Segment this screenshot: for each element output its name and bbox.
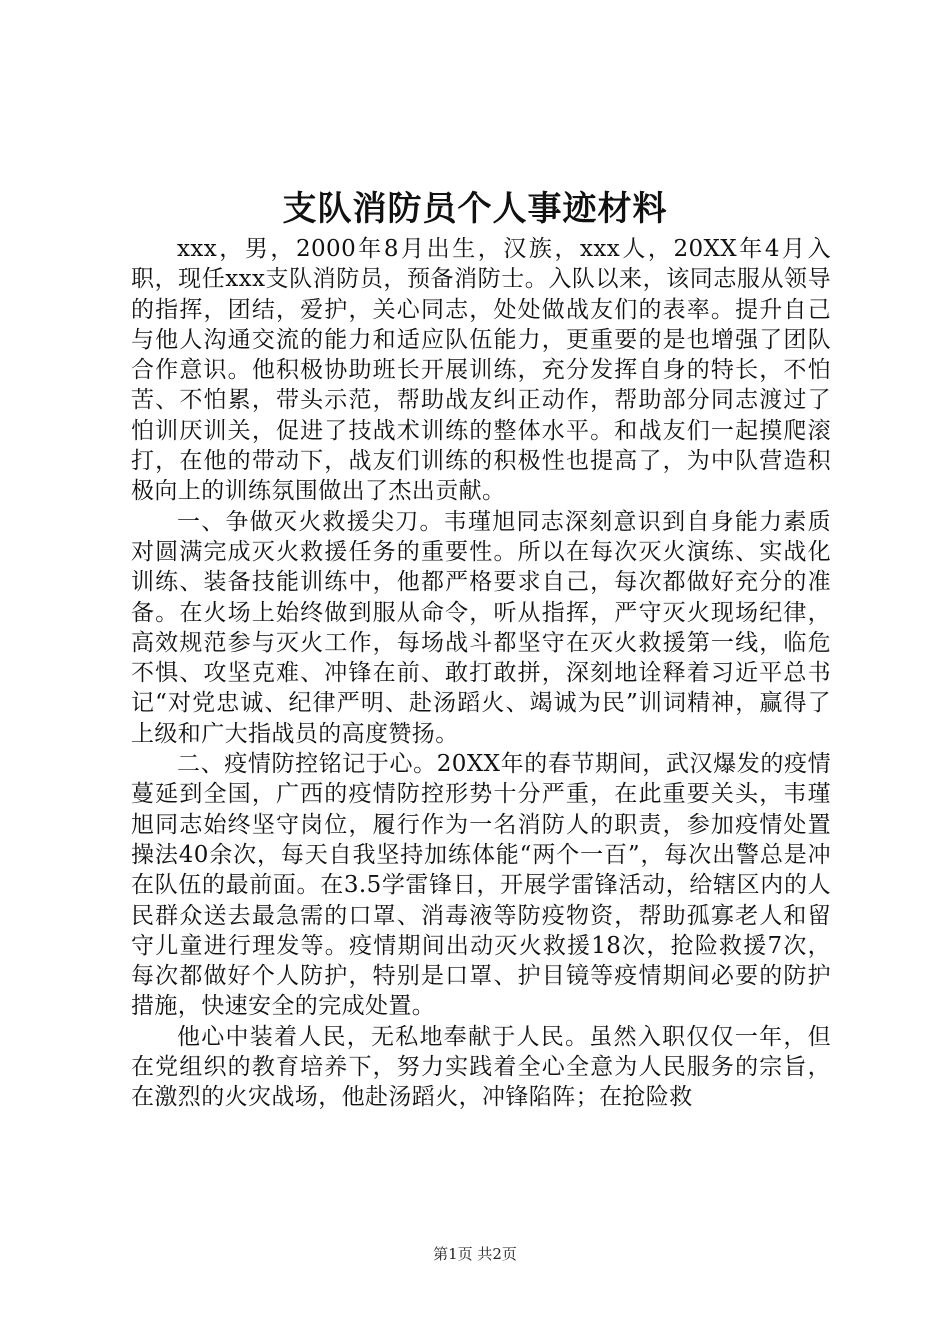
page-number-footer: 第1页 共2页 — [433, 1245, 517, 1263]
paragraph-intro: xxx，男，2000年8月出生，汉族，xxx人，20XX年4月入职，现任xxx支队消防员，预备消防士。入队以来，该同志服从领导的指挥，团结，爱护，关心同志，处处做战友们的表率。提升自己与他人沟通交流的能力和适应队伍能力，更重要的是也增强了团队合作意识。他积极协助班长开展训练，充分发挥自身的特长，不怕苦、不怕累，带头示范，帮助战友纠正动作，帮助部分同志渡过了怕训厌训关，促进了技战术训练的整体水平。和战友们一起摸爬滚打，在他的带动下，战友们训练的积极性也提高了，为中队营造积极向上的训练氛围做出了杰出贡献。 — [131, 236, 831, 505]
document-body — [131, 234, 831, 1113]
paragraph-dedication: 他心中装着人民，无私地奉献于人民。虽然入职仅仅一年，但在党组织的教育培养下，努力实践着全心全意为人民服务的宗旨，在激烈的火灾战场，他赴汤蹈火，冲锋陷阵；在抢险救 — [131, 1023, 831, 1111]
paragraph-epidemic: 二、疫情防控铭记于心。20XX年的春节期间，武汉爆发的疫情蔓延到全国，广西的疫情防控形势十分严重，在此重要关头，韦瑾旭同志始终坚守岗位，履行作为一名消防人的职责，参加疫情处置操法40余次，每天自我坚持加练体能“两个一百”，每次出警总是冲在队伍的最前面。在3.5学雷锋日，开展学雷锋活动，给辖区内的人民群众送去最急需的口罩、消毒液等防疫物资，帮助孤寡老人和留守儿童进行理发等。疫情期间出动灭火救援18次，抢险救援7次，每次都做好个人防护，特别是口罩、护目镜等疫情期间必要的防护措施，快速安全的完成处置。 — [131, 751, 831, 1020]
document-title: 支队消防员个人事迹材料 — [282, 189, 668, 229]
paragraph-firefighting: 一、争做灭火救援尖刀。韦瑾旭同志深刻意识到自身能力素质对圆满完成灭火救援任务的重要性。所以在每次灭火演练、实战化训练、装备技能训练中，他都严格要求自己，每次都做好充分的准备。在火场上始终做到服从命令，听从指挥，严守灭火现场纪律，高效规范参与灭火工作，每场战斗都坚守在灭火救援第一线，临危不惧、攻坚克难、冲锋在前、敢打敢拼，深刻地诠释着习近平总书记“对党忠诚、纪律严明、赴汤蹈火、竭诚为民”训词精神，赢得了上级和广大指战员的高度赞扬。 — [131, 508, 831, 747]
